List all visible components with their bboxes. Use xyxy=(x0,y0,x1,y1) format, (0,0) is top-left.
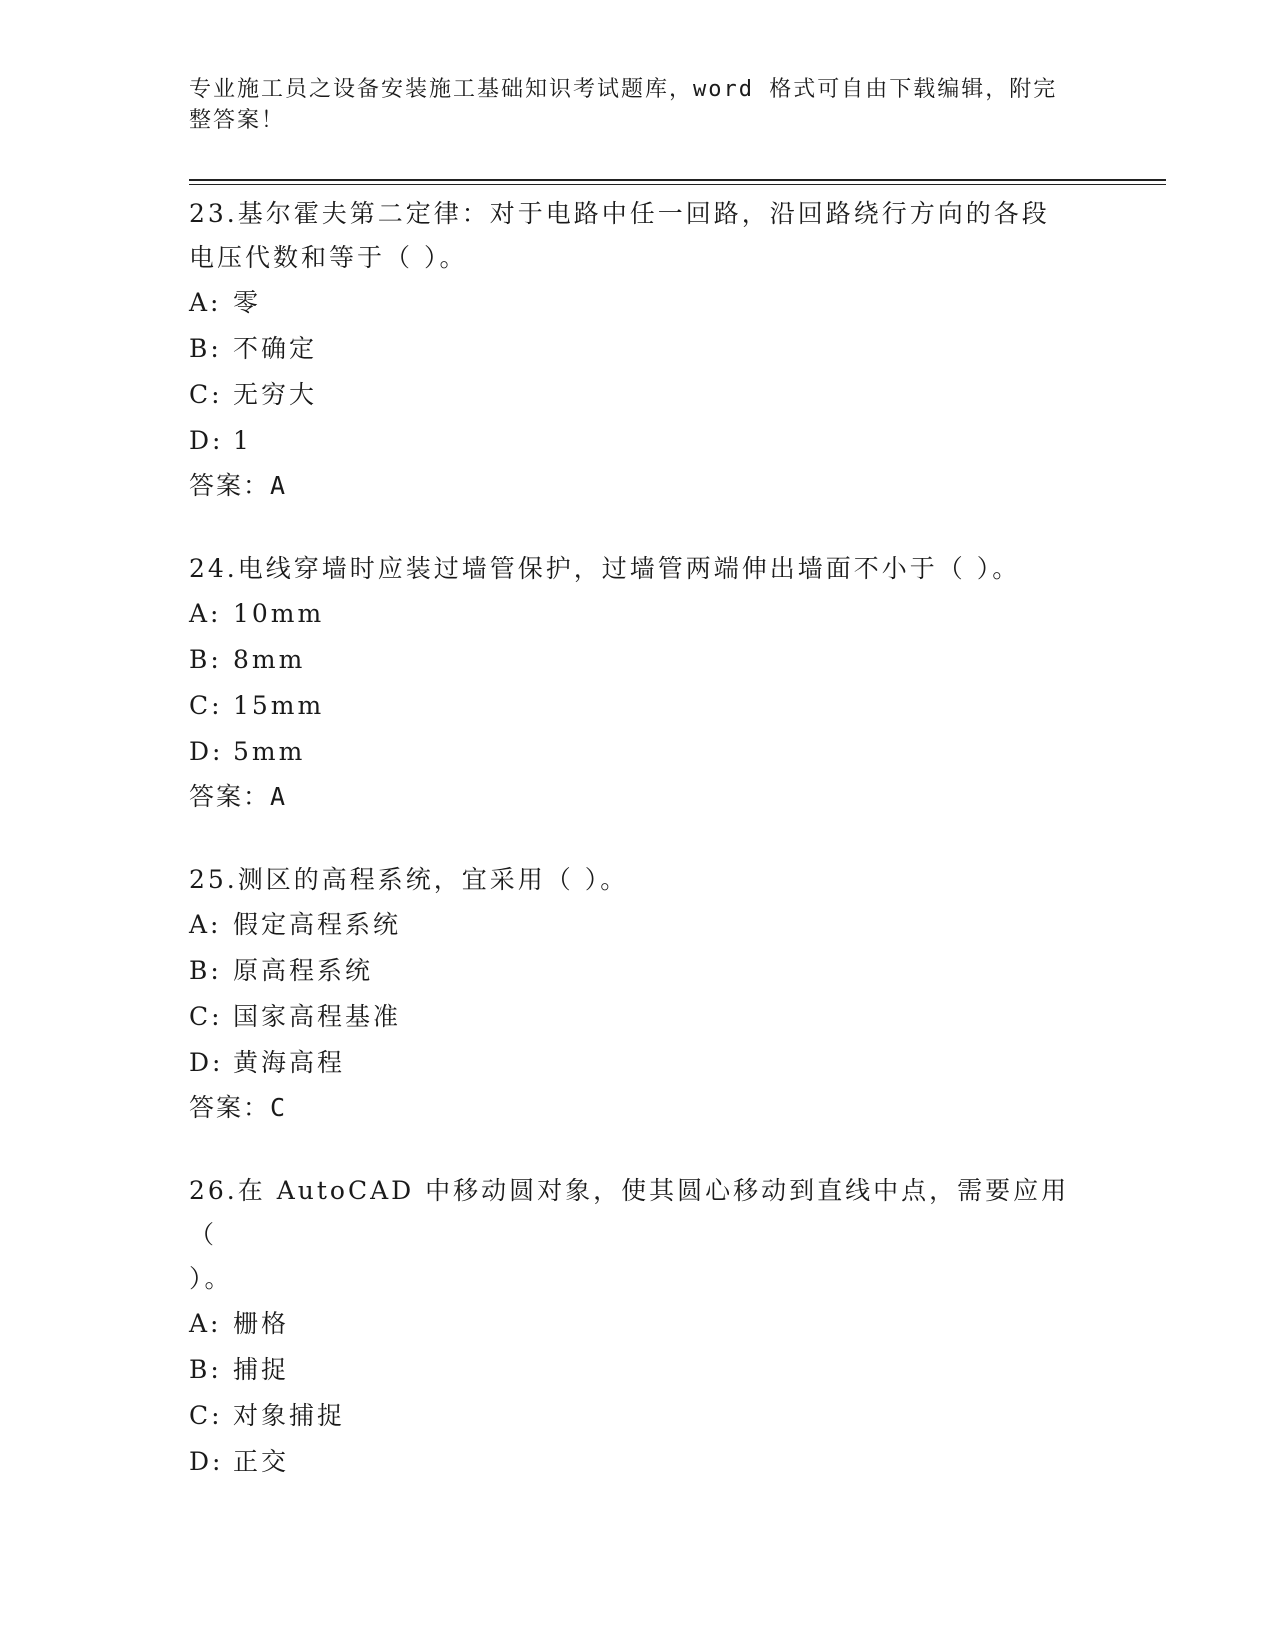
question-stem-line: ）。 xyxy=(189,1264,233,1293)
option-text: 对象捕捉 xyxy=(233,1401,346,1430)
option-text: 无穷大 xyxy=(233,380,318,409)
option-text: 捕捉 xyxy=(233,1355,290,1384)
option-c xyxy=(189,994,1089,1040)
option-tag: A: xyxy=(189,910,222,939)
option-text: 8mm xyxy=(233,645,306,674)
option-text: 不确定 xyxy=(233,334,318,363)
option-tag: B: xyxy=(189,1355,222,1384)
question-stem-line: 25.测区的高程系统，宜采用（ ）。 xyxy=(189,865,629,894)
option-c xyxy=(189,683,1089,729)
option-b xyxy=(189,637,1089,683)
option-a xyxy=(189,1301,1089,1347)
option-text: 5mm xyxy=(233,737,306,766)
option-a xyxy=(189,280,1089,326)
option-a xyxy=(189,902,1089,948)
option-tag: A: xyxy=(189,288,222,317)
option-text: 1 xyxy=(233,426,252,455)
option-a xyxy=(189,591,1089,637)
option-tag: B: xyxy=(189,956,222,985)
option-tag: D: xyxy=(189,737,224,766)
option-tag: D: xyxy=(189,426,224,455)
question-stem-line: 电压代数和等于（ ）。 xyxy=(189,243,468,272)
header-line-2: 整答案！ xyxy=(189,108,286,133)
option-d xyxy=(189,729,1089,775)
option-tag: A: xyxy=(189,599,222,628)
option-text: 15mm xyxy=(233,691,325,720)
option-tag: C: xyxy=(189,1401,223,1430)
question-23 xyxy=(189,192,1089,508)
option-tag: B: xyxy=(189,645,222,674)
option-d xyxy=(189,1439,1089,1485)
option-tag: A: xyxy=(189,1309,222,1338)
option-text: 零 xyxy=(233,288,262,317)
option-tag: D: xyxy=(189,1447,224,1476)
header-divider-thin xyxy=(189,184,1166,185)
option-c xyxy=(189,372,1089,418)
header-line-1: 专业施工员之设备安装施工基础知识考试题库，word 格式可自由下载编辑，附完 xyxy=(189,77,1058,102)
question-stem-line: 24.电线穿墙时应装过墙管保护，过墙管两端伸出墙面不小于（ ）。 xyxy=(189,554,1021,583)
option-c xyxy=(189,1393,1089,1439)
answer-line: 答案：A xyxy=(189,471,288,500)
option-text: 10mm xyxy=(233,599,325,628)
option-text: 国家高程基准 xyxy=(233,1002,402,1031)
document-header xyxy=(189,74,1089,136)
option-tag: C: xyxy=(189,380,223,409)
option-b xyxy=(189,1347,1089,1393)
option-text: 假定高程系统 xyxy=(233,910,402,939)
option-tag: B: xyxy=(189,334,222,363)
question-stem-line: 23.基尔霍夫第二定律：对于电路中任一回路，沿回路绕行方向的各段 xyxy=(189,199,1050,228)
option-tag: C: xyxy=(189,1002,223,1031)
option-tag: C: xyxy=(189,691,223,720)
option-b xyxy=(189,326,1089,372)
option-d xyxy=(189,1040,1089,1086)
question-24 xyxy=(189,547,1089,819)
header-divider-thick xyxy=(189,179,1166,181)
option-text: 栅格 xyxy=(233,1309,290,1338)
option-d xyxy=(189,418,1089,464)
option-text: 原高程系统 xyxy=(233,956,374,985)
option-tag: D: xyxy=(189,1048,224,1077)
question-25 xyxy=(189,858,1089,1130)
option-b xyxy=(189,948,1089,994)
answer-line: 答案：C xyxy=(189,1093,288,1122)
option-text: 正交 xyxy=(233,1447,290,1476)
question-stem-line: 26.在 AutoCAD 中移动圆对象，使其圆心移动到直线中点，需要应用（ xyxy=(189,1176,1070,1249)
answer-line: 答案：A xyxy=(189,782,288,811)
option-text: 黄海高程 xyxy=(233,1048,346,1077)
question-list xyxy=(189,192,1089,1524)
question-26 xyxy=(189,1169,1089,1485)
